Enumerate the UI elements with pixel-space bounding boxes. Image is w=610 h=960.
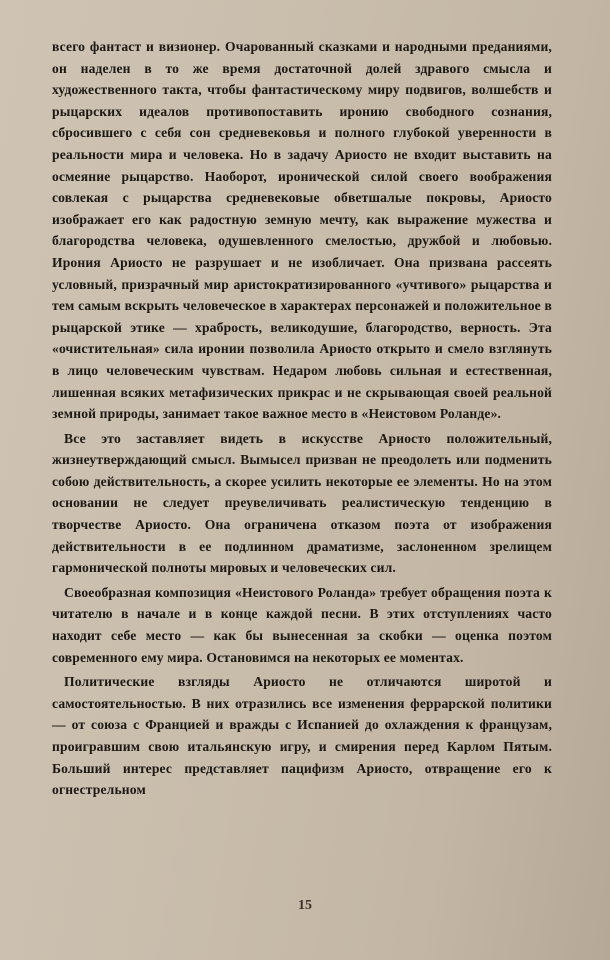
- paragraph-2: Все это заставляет видеть в искусстве Ариосто положительный, жизнеутверждающий смысл. Вымысел призван не преодолеть или подменить собою действительность, а скорее усилить некоторые ее элементы. Но на этом основании не следует преувеличивать реалистическую тенденцию в творчестве Ариосто. Она ограничена отказом поэта от изображения действительности в ее подлинном драматизме, заслоненном зрелищем гармонической полноты мировых и человеческих сил.: [52, 430, 552, 576]
- paragraph-1: всего фантаст и визионер. Очарованный сказками и народными преданиями, он наделен в то же время достаточной долей здравого смысла и художественного такта, чтобы фантастическому миру подвигов, волшебств и рыцарских идеалов противопоставить иронию свободного сознания, сбросившего с себя сон средневековья и полного глубокой уверенности в реальности мира и человека. Но в задачу Ариосто не входит выставить на осмеяние рыцарство. Наоборот, иронической силой своего воображения совлекая с рыцарства средневековые обветшалые покровы, Ариосто изображает его как радостную земную мечту, как выражение мужества и благородства человека, одушевленного смелостью, дружбой и любовью. Ирония Ариосто не разрушает и не изобличает. Она призвана рассеять условный, призрачный мир аристократизированного «учтивого» рыцарства и тем самым вскрыть человеческое в характерах персонажей и положительное в рыцарской этике — храбрость, великодушие, благородство, верность. Эта «очистительная» сила иронии позволила Ариосто открыто и смело взглянуть в лицо человеческим чувствам. Недаром любовь сильная и естественная, лишенная всяких метафизических прикрас и не скрывающая своей реальной земной природы, занимает такое важное место в «Неистовом Роланде».: [52, 39, 552, 422]
- paragraph-3: Своеобразная композиция «Неистового Роланда» требует обращения поэта к читателю в начале и в конце каждой песни. В этих отступлениях часто находит себе место — как бы вынесенная за скобки — оценка поэтом современного ему мира. Остановимся на некоторых ее моментах.: [52, 584, 552, 665]
- body-text: [52, 36, 552, 801]
- paragraph-4: Политические взгляды Ариосто не отличаются широтой и самостоятельностью. В них отразились все изменения феррарской политики — от союза с Францией и вражды с Испанией до охлаждения к французам, проигравшим свою итальянскую игру, и смирения перед Карлом Пятым. Больший интерес представляет пацифизм Ариосто, отвращение его к огнестрельном: [52, 674, 552, 798]
- page-number: 15: [298, 898, 312, 913]
